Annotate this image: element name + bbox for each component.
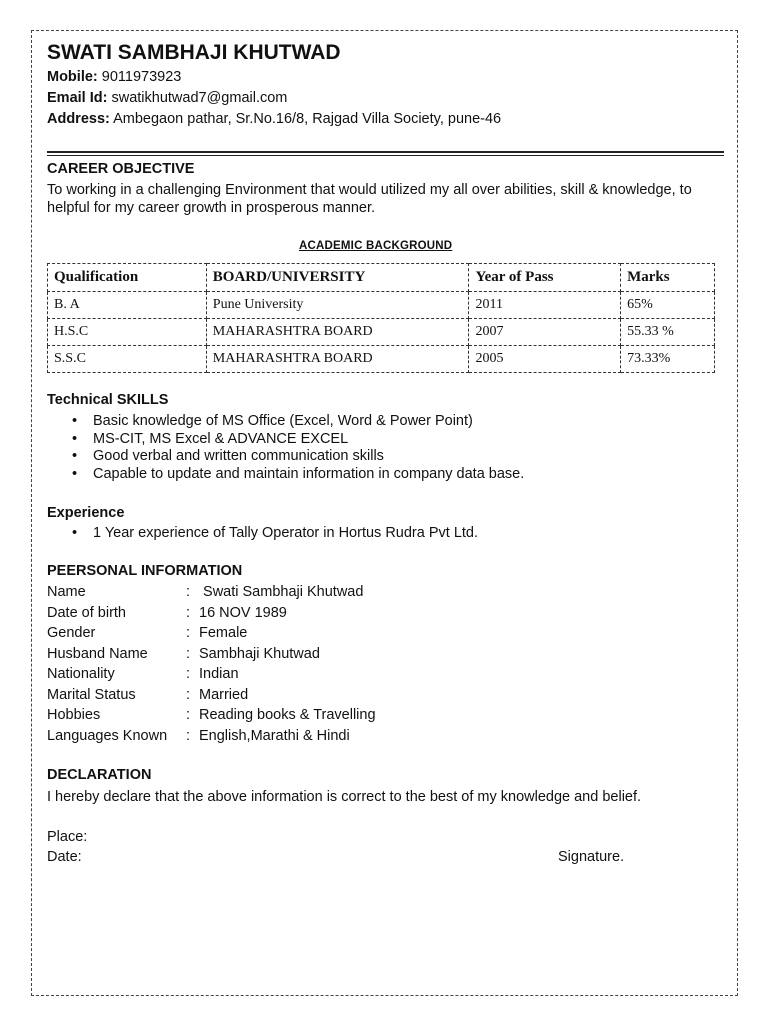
mobile-label: Mobile: [47, 69, 98, 85]
email-value: swatikhutwad7@gmail.com [111, 90, 288, 106]
list-item: • Good verbal and written communication skills [47, 448, 524, 466]
list-item: • Basic knowledge of MS Office (Excel, Word & Power Point) [47, 413, 524, 431]
field-value: English,Marathi & Hindi [199, 727, 350, 744]
field-label: Marital Status [47, 686, 136, 703]
skills-list [47, 413, 524, 483]
list-item: • MS-CIT, MS Excel & ADVANCE EXCEL [47, 431, 524, 449]
table-cell: Pune University [206, 292, 469, 319]
header-divider-thin [47, 155, 724, 156]
table-cell: B. A [48, 292, 207, 319]
table-row [48, 319, 715, 346]
career-objective-heading: CAREER OBJECTIVE [47, 161, 195, 177]
academic-table [47, 263, 715, 373]
email-line [47, 90, 287, 106]
field-value: Indian [199, 666, 239, 682]
table-cell: MAHARASHTRA BOARD [206, 346, 469, 373]
separator: : [186, 727, 191, 744]
field-label: Husband Name [47, 645, 148, 662]
candidate-name: SWATI SAMBHAJI KHUTWAD [47, 41, 341, 64]
email-label: Email Id: [47, 90, 108, 106]
separator: : [186, 625, 191, 641]
field-label: Gender [47, 625, 96, 641]
table-cell: 55.33 % [621, 319, 715, 346]
table-row [48, 292, 715, 319]
academic-background-heading: ACADEMIC BACKGROUND [299, 240, 453, 252]
mobile-line [47, 69, 181, 85]
table-cell: 73.33% [621, 346, 715, 373]
technical-skills-heading: Technical SKILLS [47, 392, 169, 408]
field-value: 16 NOV 1989 [199, 604, 287, 621]
table-cell: 65% [621, 292, 715, 319]
date-label: Date: [47, 849, 82, 865]
table-cell: S.S.C [48, 346, 207, 373]
career-objective-text: To working in a challenging Environment that would utilized my all over abilities, skill & knowledge, to helpful for my career growth in prosperous manner. [47, 182, 692, 216]
field-label: Nationality [47, 666, 115, 682]
separator: : [186, 707, 191, 723]
table-row [48, 346, 715, 373]
field-label: Date of birth [47, 604, 126, 621]
table-cell: 2011 [469, 292, 621, 319]
column-header-board: BOARD/UNIVERSITY [206, 264, 469, 292]
experience-heading: Experience [47, 505, 125, 521]
field-value: Married [199, 686, 249, 703]
table-cell: H.S.C [48, 319, 207, 346]
declaration-heading: DECLARATION [47, 767, 152, 783]
field-value: Sambhaji Khutwad [199, 645, 320, 662]
signature-label: Signature. [558, 849, 625, 865]
separator: : [186, 584, 191, 600]
address-line [47, 111, 501, 127]
field-value: Reading books & Travelling [199, 707, 376, 723]
address-value: Ambegaon pathar, Sr.No.16/8, Rajgad Villa Society, pune-46 [113, 111, 502, 127]
table-cell: 2005 [469, 346, 621, 373]
column-header-marks: Marks [621, 264, 715, 292]
field-value: Swati Sambhaji Khutwad [199, 584, 364, 600]
table-header-row [48, 264, 715, 292]
column-header-qualification: Qualification [48, 264, 207, 292]
address-label: Address: [47, 111, 110, 127]
place-label: Place: [47, 829, 88, 845]
field-value: Female [199, 625, 248, 641]
list-item: • Capable to update and maintain information in company data base. [47, 466, 524, 484]
separator: : [186, 666, 191, 682]
column-header-year: Year of Pass [469, 264, 621, 292]
declaration-text: I hereby declare that the above information is correct to the best of my knowledge and belief. [47, 789, 642, 805]
mobile-value: 9011973923 [101, 69, 182, 85]
table-cell: MAHARASHTRA BOARD [206, 319, 469, 346]
field-label: Languages Known [47, 727, 168, 744]
personal-information-heading: PEERSONAL INFORMATION [47, 563, 243, 579]
field-label: Hobbies [47, 707, 101, 723]
table-cell: 2007 [469, 319, 621, 346]
header-divider-thick [47, 151, 724, 153]
experience-list [47, 525, 478, 543]
field-label: Name [47, 584, 86, 600]
separator: : [186, 604, 191, 621]
list-item: • 1 Year experience of Tally Operator in Hortus Rudra Pvt Ltd. [47, 525, 478, 543]
separator: : [186, 645, 191, 662]
separator: : [186, 686, 191, 703]
